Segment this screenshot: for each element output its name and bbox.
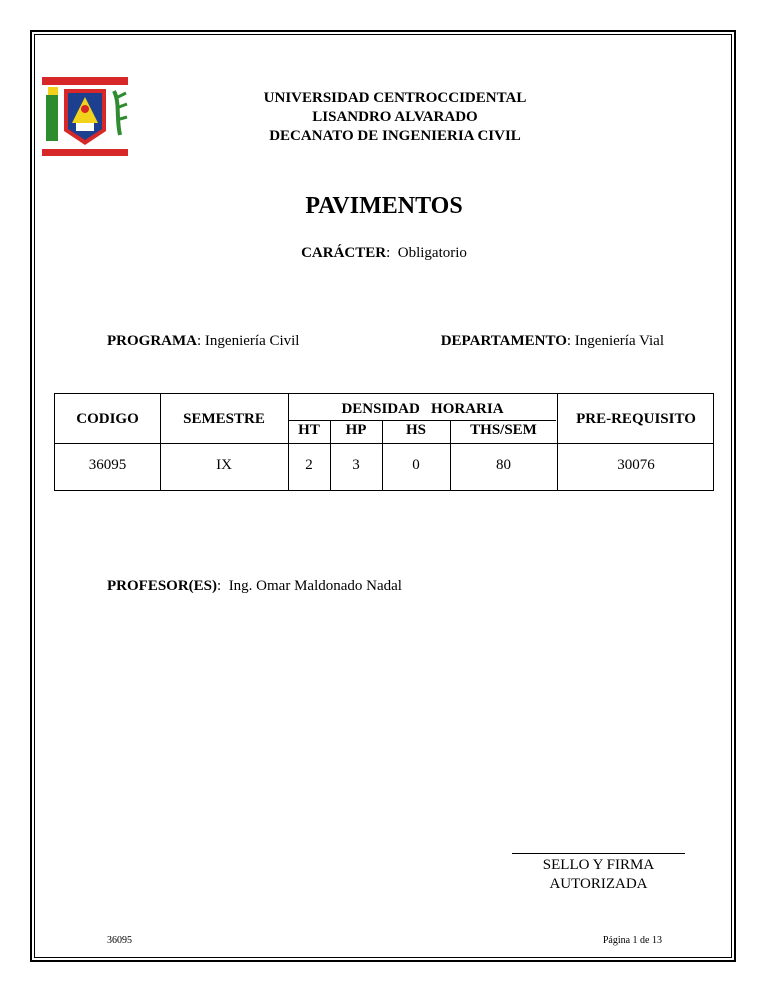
departamento-line: DEPARTAMENTO: Ingeniería Vial [440, 333, 664, 349]
programa-line: PROGRAMA: Ingeniería Civil [107, 333, 300, 349]
footer-page-number: Página 1 de 13 [602, 935, 662, 946]
signature-line-2: AUTORIZADA [549, 876, 648, 892]
header-codigo: CODIGO [76, 411, 139, 427]
cell-codigo: 36095 [88, 457, 127, 473]
signature-line [512, 853, 685, 854]
departamento-value: Ingeniería Vial [574, 333, 664, 349]
course-title: PAVIMENTOS [305, 193, 463, 219]
cell-hs: 0 [412, 457, 420, 473]
caracter-value: Obligatorio [397, 245, 467, 261]
header-hp: HP [345, 422, 367, 438]
cell-ht: 2 [305, 457, 313, 473]
course-info-table [54, 393, 714, 491]
institution-header [200, 89, 590, 146]
programa-value: Ingeniería Civil [204, 333, 300, 349]
header-line-3: DECANATO DE INGENIERIA CIVIL [269, 128, 521, 144]
page-border-inner [34, 34, 732, 958]
departamento-label: DEPARTAMENTO [440, 333, 567, 349]
cell-semestre: IX [216, 457, 232, 473]
profesor-value: Ing. Omar Maldonado Nadal [228, 578, 402, 594]
header-densidad-horaria: DENSIDAD HORARIA [341, 401, 504, 417]
footer-code: 36095 [107, 935, 132, 946]
header-hs: HS [405, 422, 426, 438]
profesor-label: PROFESOR(ES) [107, 578, 218, 594]
cell-prerequisito: 30076 [617, 457, 655, 473]
profesor-line: PROFESOR(ES): Ing. Omar Maldonado Nadal [107, 578, 402, 594]
university-crest-logo [40, 73, 132, 159]
caracter-label: CARÁCTER [301, 245, 387, 261]
header-line-2: LISANDRO ALVARADO [312, 109, 478, 125]
header-ths-sem: THS/SEM [470, 422, 537, 438]
programa-label: PROGRAMA [107, 333, 197, 349]
signature-line-1: SELLO Y FIRMA [542, 857, 655, 873]
caracter-line: CARÁCTER: Obligatorio [301, 245, 467, 261]
header-semestre: SEMESTRE [183, 411, 265, 427]
cell-hp: 3 [352, 457, 360, 473]
cell-ths-sem: 80 [496, 457, 511, 473]
header-line-1: UNIVERSIDAD CENTROCCIDENTAL [263, 90, 527, 106]
header-prerequisito: PRE-REQUISITO [576, 411, 696, 427]
signature-caption [512, 856, 685, 894]
header-ht: HT [298, 422, 320, 438]
